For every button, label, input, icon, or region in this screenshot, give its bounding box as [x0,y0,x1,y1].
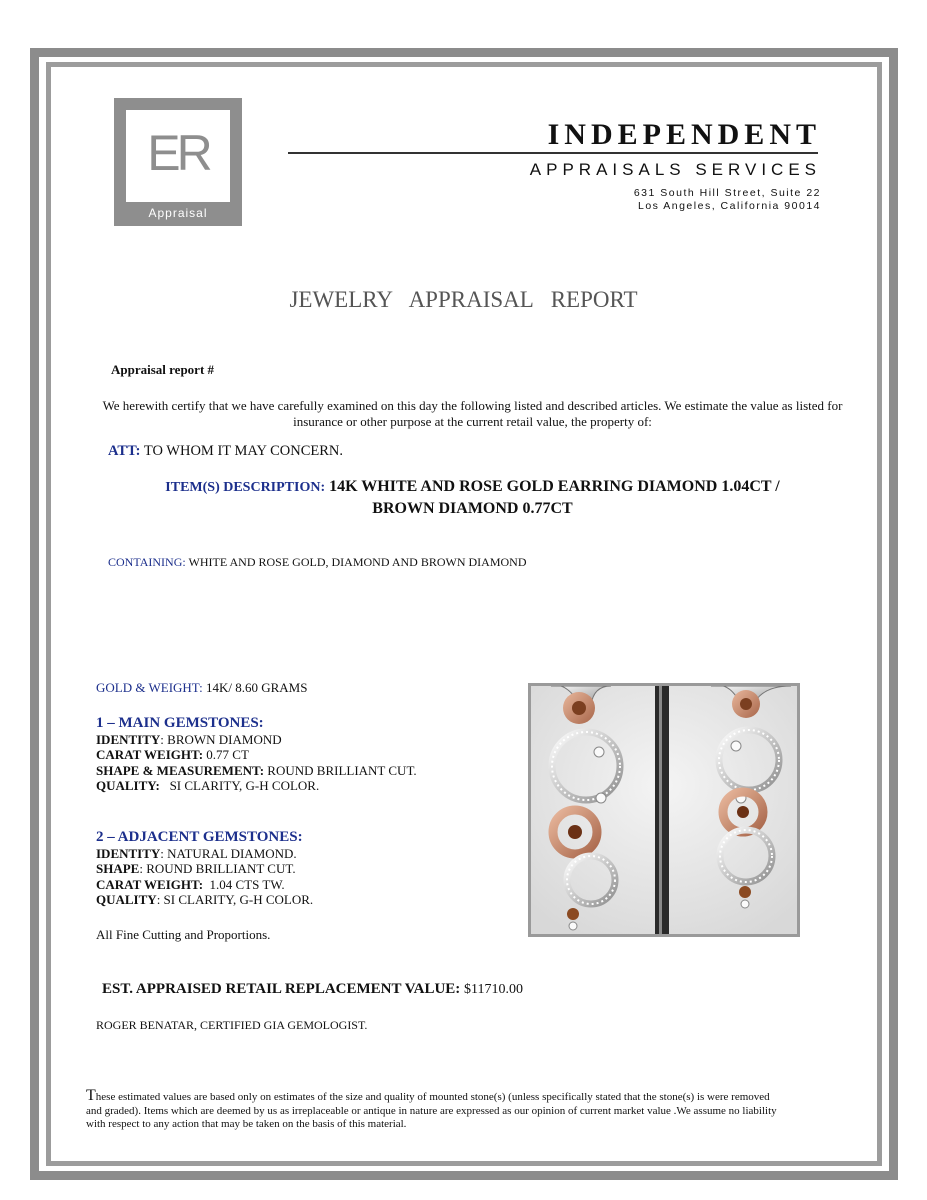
gold-weight-value: 14K/ 8.60 GRAMS [205,680,308,695]
main-gemstones-heading: 1 – MAIN GEMSTONES: [96,715,264,731]
logo-text: Appraisal [148,206,208,220]
certification-text: We herewith certify that we have carefully examined on this day the following listed and described articles. We estimate the value as listed for insurance or other purpose at the current retail value, the property of: [102,398,843,429]
main-gemstones-section [96,716,417,794]
item-description [100,476,845,519]
company-subtitle: APPRAISALS SERVICES [529,160,821,179]
containing-value: WHITE AND ROSE GOLD, DIAMOND AND BROWN DIAMOND [188,555,527,569]
item-line-2: BROWN DIAMOND 0.77CT [372,500,573,517]
carat-value: 1.04 CTS TW. [209,876,285,892]
address-line-2: Los Angeles, California 90014 [637,200,821,212]
report-number-label: Appraisal report # [111,362,215,377]
carat-label: CARAT WEIGHT: [96,747,204,762]
earring-illustration [531,686,797,934]
company-name: INDEPENDENT [547,118,821,151]
gemologist-line: ROGER BENATAR, CERTIFIED GIA GEMOLOGIST. [96,1018,368,1032]
estimate-line [102,981,523,998]
cutting-note: All Fine Cutting and Proportions. [96,927,271,942]
containing-label: CONTAINING: [108,555,186,569]
shape-value: ROUND BRILLIANT CUT. [267,762,417,778]
att-value: TO WHOM IT MAY CONCERN. [143,443,344,459]
inner-border [46,62,882,1166]
estimate-label: EST. APPRAISED RETAIL REPLACEMENT VALUE: [102,981,461,997]
report-title: JEWELRY APPRAISAL REPORT [289,287,638,312]
identity-label: IDENTITY [96,845,161,861]
quality-value: SI CLARITY, G-H COLOR. [169,778,320,793]
shape-value: : ROUND BRILLIANT CUT. [139,861,296,876]
item-line-1: 14K WHITE AND ROSE GOLD EARRING DIAMOND 1.04CT / [329,478,780,495]
quality-label: QUALITY: [96,778,160,793]
er-appraisal-logo [114,98,242,226]
gold-weight-label: GOLD & WEIGHT: [96,680,203,695]
adjacent-gemstones-section [96,830,313,908]
estimate-value: $11710.00 [464,982,524,997]
quality-value: : SI CLARITY, G-H COLOR. [156,892,314,907]
header-divider [288,152,818,154]
disclaimer-text: hese estimated values are based only on estimates of the size and quality of mounted stone(s) (unless specifically stated that the stone(s) is were removed and graded). Items which are deemed by us as irreplaceable or antique in nature are expressed as our opinion of current market value .We assume no liability with respect to any action that may be taken on the basis of this material. [86,1091,777,1130]
identity-value: : BROWN DIAMOND [160,731,282,747]
containing-line [108,555,526,570]
adjacent-gemstones-heading: 2 – ADJACENT GEMSTONES: [96,829,303,845]
logo-mark: ER [147,125,209,181]
carat-label: CARAT WEIGHT: [96,876,204,892]
identity-label: IDENTITY [96,731,161,747]
disclaimer [86,1089,786,1132]
address-line-1: 631 South Hill Street, Suite 22 [633,187,821,199]
disclaimer-first-letter: T [86,1087,96,1104]
quality-label: QUALITY [96,892,157,907]
earring-photo [528,683,800,937]
att-label: ATT: [108,443,141,459]
att-line [108,443,343,460]
carat-value: 0.77 CT [206,747,249,762]
gold-weight-line [96,680,307,696]
shape-label: SHAPE [96,861,140,876]
identity-value: : NATURAL DIAMOND. [160,845,297,861]
shape-label: SHAPE & MEASUREMENT: [96,762,265,778]
item-label: ITEM(S) DESCRIPTION: [165,480,326,495]
